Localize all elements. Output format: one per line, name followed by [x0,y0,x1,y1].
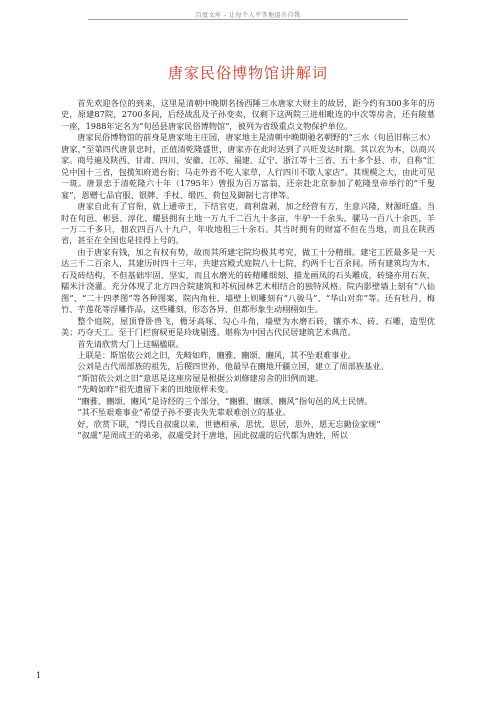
paragraph: 上联是：斯馆依公刘之旧，先畸如昨，豳雅、豳颂、豳风，其不坠艰难事业。 [77,349,356,360]
paragraph: “斯馆依公刘之旧”意思是这座房屋是根据公刘修建房舍的旧例而建。 [77,372,324,383]
paragraph: “先畸如昨”祖先遗留下来的田地原样未变。 [77,384,234,395]
paragraph: 首先欢迎各位的到来，这里是清朝中晚期名扬西陲三水唐家大财主的故居，距今约有300多年的历史，原建87院，2700多间，后经战乱及子孙变卖，仅剩下这两院三进相毗连的中次等房舍，还有陵墓一座，1988年定名为“旬邑县唐家民俗博物馆”，被列为省级重点文物保护单位。 [61,98,435,131]
paragraph: 唐家自此有了官衔，就上通帝王，下结官吏，商利盘剥，加之经营有方，生意兴隆，财源旺盛。当时在旬邑、彬县、淳化、耀县拥有土地一万九千二百九十多亩，牛驴一千余头，骡马一百八十余匹，羊一万二千多只，佃农四百八十九户，年收地租三十余石。其当时拥有的财富不但在当地，而且在陕西省，甚至在全国也是挂得上号的。 [61,201,435,246]
document-header: 百度文库 - 让每个人平等地提升自我 [195,12,301,19]
paragraph: “豳雅、豳颂、豳风”是诗经的三个部分，“豳雅、豳颂、豳风”指旬邑的风土民情。 [77,395,373,406]
paragraph: 整个庭院，屋顶脊卧兽飞，檐牙高啄、勾心斗角，墙壁为水磨石砖，镶亦木、砖、石雕，造型优美；巧夺天工。至于门栏窗棂更是玲珑剔透。堪称为中国古代民居建筑艺术典范。 [61,315,435,338]
page-title: 唐家民俗博物馆讲解词 [167,64,328,82]
paragraph: “其不坠艰难事业”希望子孙不要丧失先辈艰难创立的基业。 [77,407,291,418]
paragraph: 公刘是古代周部族的祖先，后稷四世孙，他最早在豳地开疆立国，建立了周部族基业。 [77,361,389,372]
paragraph: 唐家民俗博物馆的前身是唐家地主庄园，唐家地主是清朝中晚期驰名朝野的“三水（旬邑旧称三水）唐家，”至第四代唐景忠时，正值清乾隆盛世，唐家亦在此时达到了兴旺发达时期。其以农为本，以商兴家。商号遍及陕西、甘肃、四川、安徽、江苏、福建、辽宁、浙江等十三省、五十多个县、市，自称“汇兑中国十三省，包揽知府道台衔；马走外省不吃人家草，人行四川不歇人家店”。其规模之大，由此可见一斑。唐景忠于清乾隆六十年（1795年）曾报为百万富翁，还亲赴北京参加了乾隆皇帝举行的“千叟宴”，恩赠七品官服、银牌、手杖、缎匹、荷包及御制七言律等。 [61,132,435,200]
paragraph: 由于唐家有钱，加之有权有势，故而其所建宅院均极其考究，做工十分精细。建宅工匠最多是一天达三千二百余人，其建历时四十三年，共建宫殿式庭院八十七院，约两千七百余间。所有建筑均为木、石及砖结构，不但基础牢固、坚实，而且水磨光的砖精雕细刻、描龙画凤的石头雕成，砖缝亦用石灰，糯米汁浇灌。充分体现了北方四合院建筑和苏杭园林艺术相结合的独特风格。院内影壁墙上刻有“八仙图”、“二十四孝图”等各种图案，院内角柱、墙壁上则雕刻有“八骏马”、“华山对弈”等。还有牡丹、梅竹、芋莲花等浮雕作品，这些雕刻，形态各异，但都形象生动栩栩如生。 [61,246,435,315]
page-number: 1 [36,671,42,680]
paragraph: 好，欣赏下联，“得氏自叔虞以来，世德相承，思忧，思居，思外，愿无忘勤俭家规” [77,418,381,429]
body-text [61,98,435,442]
header-divider [88,19,408,20]
paragraph: “叔虞”是周成王的弟弟，叔虞受封于唐地，因此叔虞的后代都为唐姓，所以 [77,430,348,441]
paragraph: 首先请欣赏大门上这幅楹联。 [77,338,184,349]
